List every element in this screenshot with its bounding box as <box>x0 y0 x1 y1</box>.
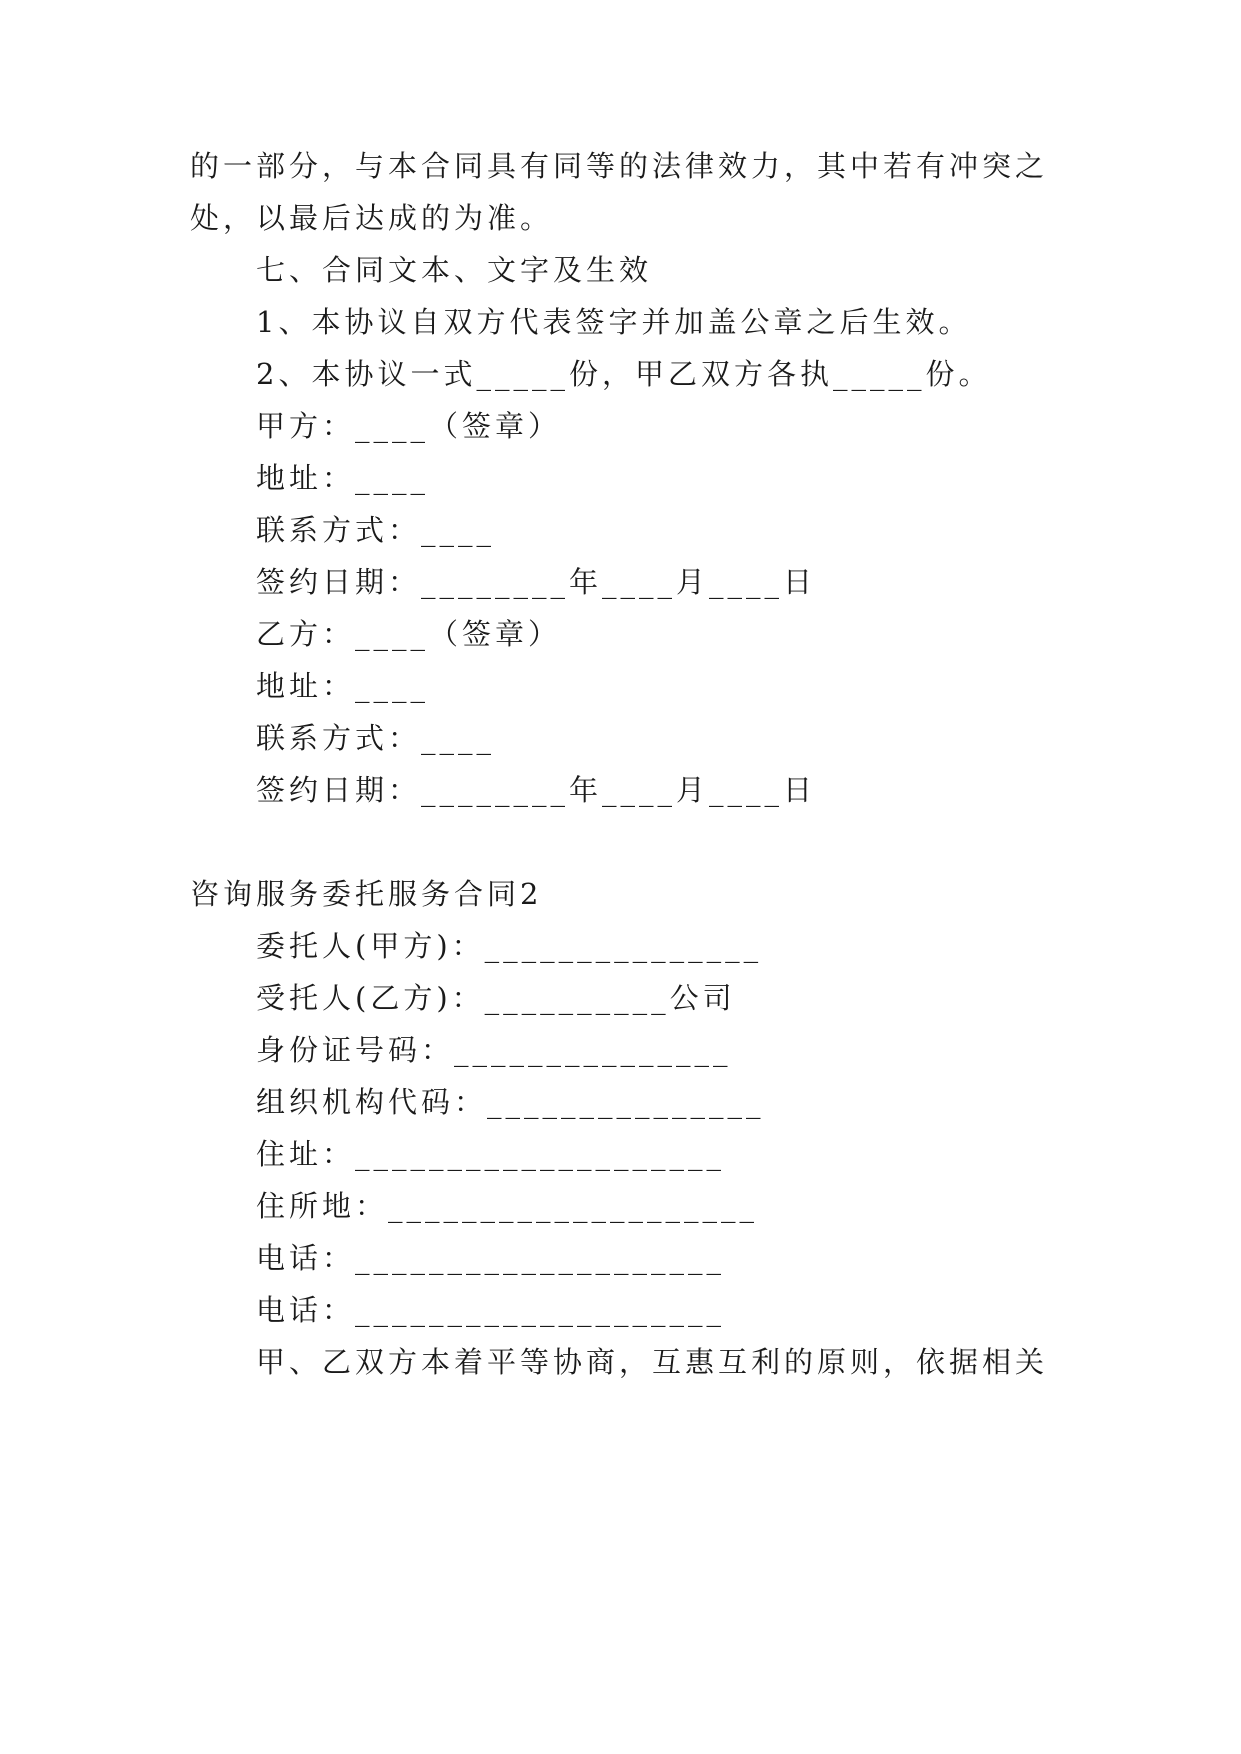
client-field: 委托人(甲方)：_______________ <box>256 929 763 963</box>
phone-field: 电话：____________________ <box>256 1241 726 1275</box>
phone-field: 电话：____________________ <box>256 1293 726 1327</box>
clause-item: 2、本协议一式_____份，甲乙双方各执_____份。 <box>256 357 992 391</box>
address-field: 住址：____________________ <box>256 1137 726 1171</box>
clause-item: 1、本协议自双方代表签字并加盖公章之后生效。 <box>256 305 972 339</box>
party-b-sign-date: 签约日期：________年____月____日 <box>256 773 817 807</box>
trustee-field: 受托人(乙方)：__________公司 <box>256 981 736 1015</box>
party-b-contact: 联系方式：____ <box>256 721 496 755</box>
section-heading: 七、合同文本、文字及生效 <box>256 253 653 287</box>
domicile-field: 住所地：____________________ <box>256 1189 759 1223</box>
party-a-address: 地址：____ <box>256 461 430 495</box>
paragraph-line: 的一部分，与本合同具有同等的法律效力，其中若有冲突之 <box>190 149 1049 183</box>
party-a-signature: 甲方：____（签章） <box>256 409 562 443</box>
party-a-sign-date: 签约日期：________年____月____日 <box>256 565 817 599</box>
paragraph-line: 甲、乙双方本着平等协商，互惠互利的原则，依据相关 <box>256 1345 1049 1379</box>
id-number-field: 身份证号码：_______________ <box>256 1033 732 1067</box>
paragraph-line: 处，以最后达成的为准。 <box>190 201 554 235</box>
party-b-signature: 乙方：____（签章） <box>256 617 562 651</box>
party-b-address: 地址：____ <box>256 669 430 703</box>
party-a-contact: 联系方式：____ <box>256 513 496 547</box>
org-code-field: 组织机构代码：_______________ <box>256 1085 765 1119</box>
contract-title: 咨询服务委托服务合同2 <box>190 877 543 911</box>
